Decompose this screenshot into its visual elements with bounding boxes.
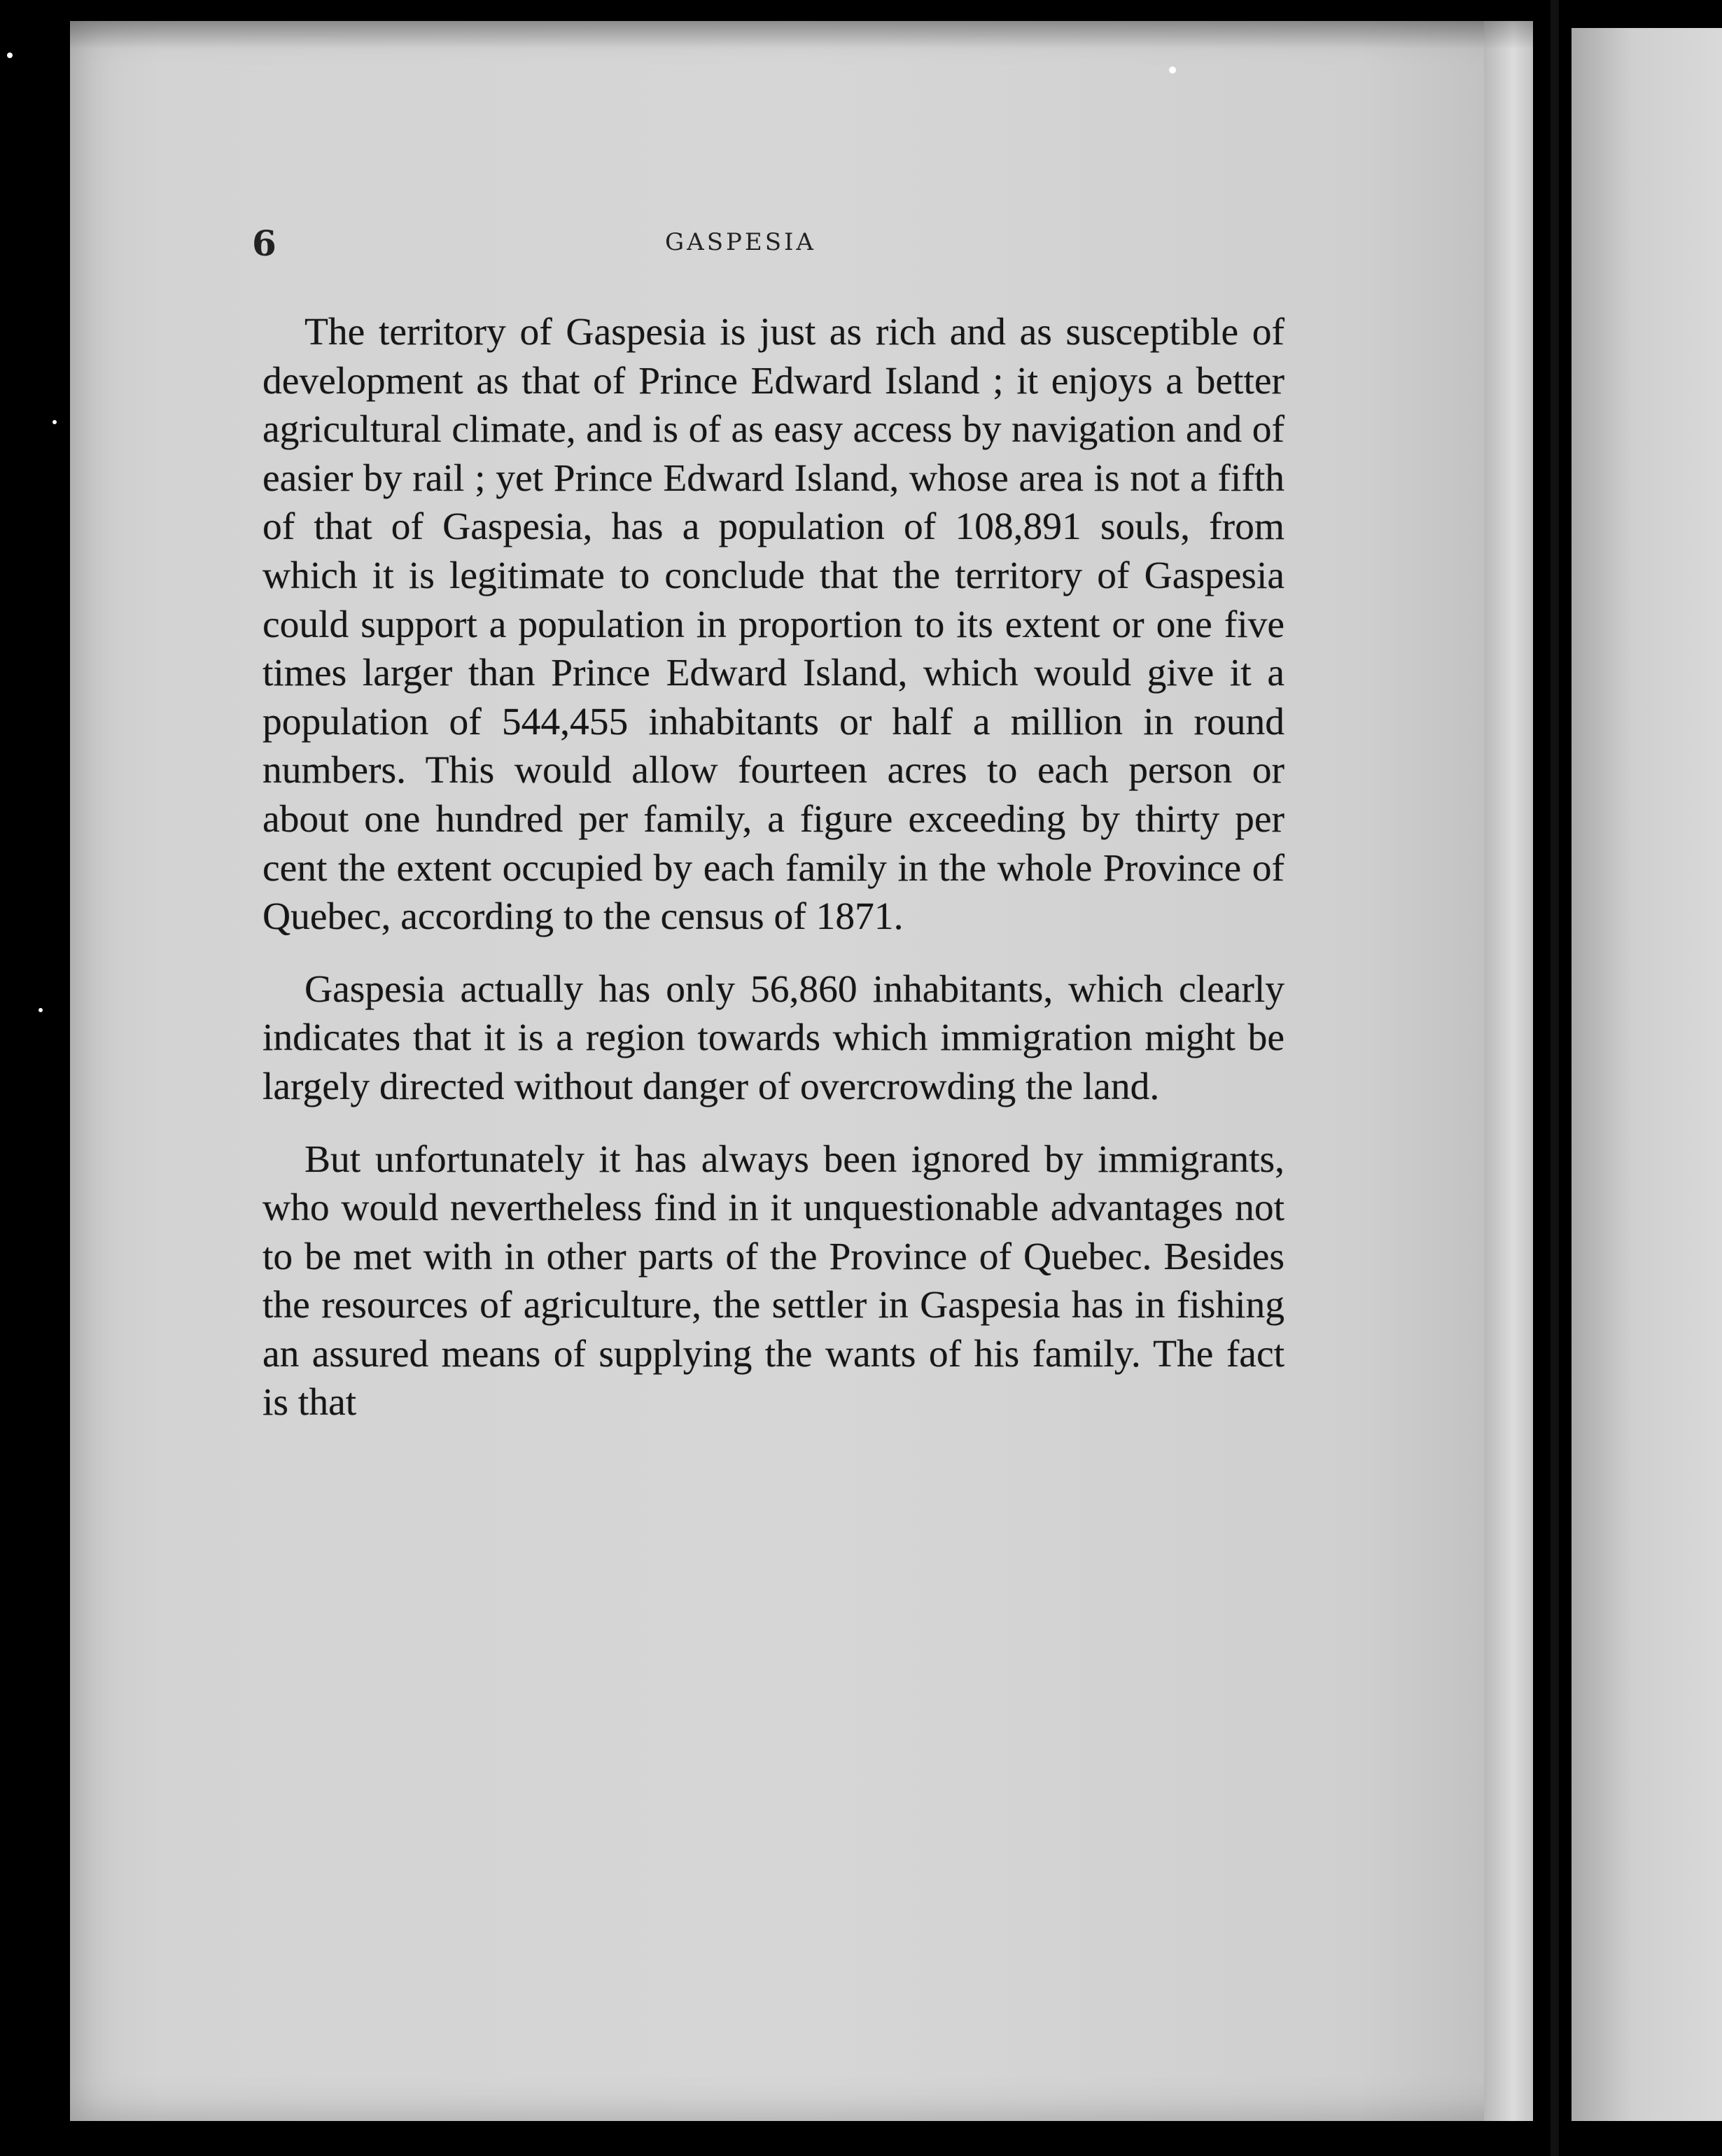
page-header (252, 223, 1288, 265)
paragraph: But unfortunately it has always been ignored by immigrants, who would nevertheless find in it unquestionable advantages not to be met with in other parts of the Province of Quebec. Besides the resources of agriculture, the settler in Gaspesia has in fishing an assured means of supplying the wants of his family. The fact is that (262, 1138, 1284, 1424)
scan-speck (1169, 66, 1176, 74)
scan-speck (52, 420, 57, 424)
book-gutter (1550, 0, 1559, 2156)
facing-page (1572, 28, 1722, 2121)
scan-speck (38, 1008, 43, 1012)
running-title: GASPESIA (665, 228, 816, 256)
page-edge (1484, 21, 1533, 2121)
body-text (262, 308, 1284, 1427)
page-top-shadow (70, 21, 1533, 49)
scan-speck (7, 52, 13, 58)
paragraph: Gaspesia actually has only 56,860 inhabitants, which clearly indicates that it is a region towards which immigration might be largely directed without danger of overcrowding the land. (262, 967, 1284, 1108)
page-number: 6 (252, 223, 276, 264)
paragraph: The territory of Gaspesia is just as rich and as susceptible of development as that of Prince Edward Island ; it enjoys a better agricultural climate, and is of as easy access by navigation and of easier by rail ; yet Prince Edward Island, whose area is not a fifth of that of Gaspesia, has a population of 108,891 souls, from which it is legitimate to conclude that the territory of Gaspesia could support a population in proportion to its extent or one five times larger than Prince Edward Island, which would give it a population of 544,455 inhabitants or half a million in round numbers. This would allow fourteen acres to each person or about one hundred per family, a figure exceeding by thirty per cent the extent occupied by each family in the whole Province of Quebec, according to the census of 1871. (262, 311, 1284, 939)
